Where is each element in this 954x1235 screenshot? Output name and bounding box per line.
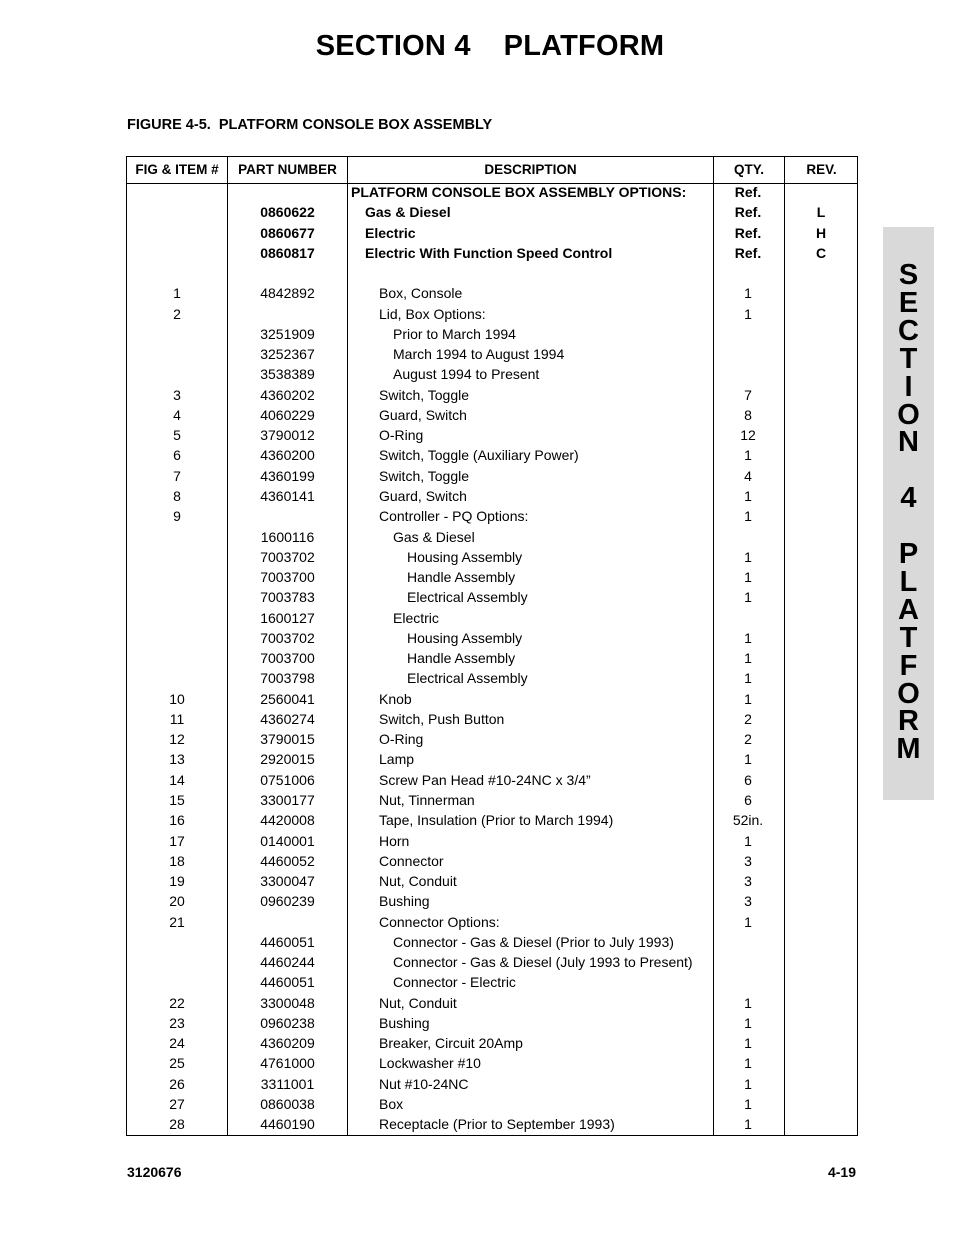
side-tab-letter: E: [898, 286, 919, 319]
table-row: [127, 285, 857, 305]
description-cell: Nut #10-24NC: [379, 1075, 469, 1092]
table-row: [127, 853, 857, 873]
qty-cell: 3: [744, 852, 752, 869]
table-row: [127, 772, 857, 792]
description-cell: Handle Assembly: [407, 569, 516, 586]
qty-cell: 7: [744, 386, 752, 403]
part-number-cell: 0960238: [260, 1014, 315, 1031]
header-rev: REV.: [806, 162, 837, 177]
table-row: [127, 306, 857, 326]
section-side-tab: [883, 227, 934, 800]
table-row: [127, 1116, 857, 1136]
part-number-cell: 4360200: [260, 447, 315, 464]
table-row: [127, 549, 857, 569]
parts-table: [126, 156, 858, 1136]
qty-cell: 6: [744, 791, 752, 808]
fig-item-cell: 19: [169, 873, 185, 890]
fig-item-cell: 20: [169, 893, 185, 910]
description-cell: Box, Console: [379, 285, 463, 302]
part-number-cell: 4060229: [260, 406, 315, 423]
table-row: [127, 447, 857, 467]
side-tab-letter: O: [897, 398, 920, 431]
qty-cell: 1: [744, 305, 752, 322]
side-tab-letter: M: [896, 733, 921, 766]
part-number-cell: 4360209: [260, 1035, 315, 1052]
table-row: [127, 792, 857, 812]
table-row: [127, 934, 857, 954]
description-cell: Housing Assembly: [407, 629, 523, 646]
table-row: [127, 184, 857, 204]
table-row: [127, 488, 857, 508]
fig-item-cell: 18: [169, 852, 185, 869]
fig-item-cell: 13: [169, 751, 185, 768]
fig-item-cell: 6: [173, 447, 181, 464]
description-cell: Handle Assembly: [407, 650, 516, 667]
description-cell: Horn: [379, 832, 410, 849]
description-cell: O-Ring: [379, 731, 424, 748]
qty-cell: Ref.: [734, 224, 762, 241]
qty-cell: 1: [744, 1035, 752, 1052]
description-cell: Electric: [393, 609, 439, 626]
description-cell: Connector - Electric: [393, 974, 516, 991]
description-cell: Nut, Conduit: [379, 994, 457, 1011]
part-number-cell: 7003702: [260, 629, 315, 646]
table-row: [127, 326, 857, 346]
qty-cell: 1: [744, 629, 752, 646]
fig-item-cell: 28: [169, 1116, 185, 1133]
rev-cell: H: [815, 224, 827, 241]
part-number-cell: 3790012: [260, 427, 315, 444]
description-cell: Switch, Toggle: [379, 386, 470, 403]
table-row: [127, 914, 857, 934]
part-number-cell: 7003700: [260, 650, 315, 667]
description-cell: Electric With Function Speed Control: [365, 244, 613, 261]
table-row: [127, 670, 857, 690]
table-row: [127, 954, 857, 974]
fig-item-cell: 5: [173, 427, 181, 444]
table-row: [127, 245, 857, 265]
description-cell: Connector - Gas & Diesel (July 1993 to Present): [393, 954, 693, 971]
table-row: [127, 711, 857, 731]
description-cell: Gas & Diesel: [365, 204, 451, 221]
qty-cell: Ref.: [734, 244, 762, 261]
figure-title: FIGURE 4-5. PLATFORM CONSOLE BOX ASSEMBLY: [127, 117, 493, 133]
fig-item-cell: 4: [173, 406, 181, 423]
description-cell: Receptacle (Prior to September 1993): [379, 1116, 615, 1133]
qty-cell: 1: [744, 913, 752, 930]
part-number-cell: 4460051: [260, 974, 315, 991]
part-number-cell: 0140001: [260, 832, 315, 849]
table-row: [127, 1096, 857, 1116]
description-cell: Guard, Switch: [379, 487, 467, 504]
table-row: [127, 873, 857, 893]
side-tab-letter: A: [898, 593, 919, 626]
fig-item-cell: 16: [169, 812, 185, 829]
part-number-cell: 0751006: [260, 771, 315, 788]
table-row: [127, 225, 857, 245]
document-number: 3120676: [127, 1164, 182, 1180]
description-cell: March 1994 to August 1994: [393, 346, 565, 363]
fig-item-cell: 25: [169, 1055, 185, 1072]
qty-cell: 1: [744, 1014, 752, 1031]
part-number-cell: 4460051: [260, 933, 315, 950]
description-cell: Bushing: [379, 1014, 430, 1031]
table-row: [127, 427, 857, 447]
table-row: [127, 995, 857, 1015]
description-cell: Switch, Toggle (Auxiliary Power): [379, 447, 579, 464]
table-row: [127, 610, 857, 630]
part-number-cell: 1600116: [260, 528, 315, 545]
fig-item-cell: 8: [173, 487, 181, 504]
side-tab-letter: L: [899, 565, 918, 598]
fig-item-cell: 23: [169, 1014, 185, 1031]
rev-cell: L: [816, 204, 826, 221]
qty-cell: 2: [744, 731, 752, 748]
fig-item-cell: 21: [169, 913, 185, 930]
description-cell: August 1994 to Present: [393, 366, 540, 383]
fig-item-cell: 17: [169, 832, 185, 849]
fig-item-cell: 22: [169, 994, 185, 1011]
fig-item-cell: 12: [169, 731, 185, 748]
qty-cell: 1: [744, 670, 752, 687]
qty-cell: 1: [744, 1055, 752, 1072]
table-row: [127, 833, 857, 853]
table-row: [127, 731, 857, 751]
part-number-cell: 7003702: [260, 548, 315, 565]
table-body: [127, 184, 857, 1136]
part-number-cell: 4842892: [260, 285, 315, 302]
part-number-cell: 3538389: [260, 366, 315, 383]
side-tab-letter: O: [897, 677, 920, 710]
table-row: [127, 1055, 857, 1075]
description-cell: Lockwasher #10: [379, 1055, 481, 1072]
rev-cell: C: [815, 244, 827, 261]
side-tab-letter: T: [899, 621, 918, 654]
part-number-cell: 4360202: [260, 386, 315, 403]
table-row: [127, 630, 857, 650]
qty-cell: 1: [744, 548, 752, 565]
description-cell: Lamp: [379, 751, 415, 768]
table-row: [127, 589, 857, 609]
fig-item-cell: 9: [173, 508, 181, 525]
part-number-cell: 3300177: [260, 791, 315, 808]
table-row: [127, 751, 857, 771]
fig-item-cell: 10: [169, 690, 185, 707]
side-tab-letter: R: [898, 705, 919, 738]
part-number-cell: 1600127: [260, 609, 315, 626]
table-row: [127, 346, 857, 366]
part-number-cell: 0960239: [260, 893, 315, 910]
section-title: SECTION 4 PLATFORM: [315, 30, 665, 62]
description-cell: Electrical Assembly: [407, 670, 528, 687]
table-row: [127, 387, 857, 407]
qty-cell: 52in.: [732, 812, 764, 829]
side-tab-letter: C: [898, 314, 919, 347]
table-row: [127, 812, 857, 832]
side-tab-letter: P: [898, 538, 919, 570]
table-row: [127, 407, 857, 427]
part-number-cell: 4360199: [260, 467, 315, 484]
fig-item-cell: 24: [169, 1035, 185, 1052]
description-cell: Nut, Tinnerman: [379, 791, 475, 808]
qty-cell: 3: [744, 873, 752, 890]
description-cell: Prior to March 1994: [393, 325, 516, 342]
description-cell: Electrical Assembly: [407, 589, 528, 606]
part-number-cell: 7003783: [260, 589, 315, 606]
part-number-cell: 3300047: [260, 873, 315, 890]
description-cell: O-Ring: [379, 427, 424, 444]
description-cell: Switch, Toggle: [379, 467, 470, 484]
fig-item-cell: 1: [173, 285, 181, 302]
fig-item-cell: 11: [169, 710, 185, 727]
part-number-cell: 4460190: [260, 1116, 315, 1133]
qty-cell: 8: [744, 406, 752, 423]
part-number-cell: 3251909: [260, 325, 315, 342]
description-cell: PLATFORM CONSOLE BOX ASSEMBLY OPTIONS:: [351, 184, 687, 200]
table-row: [127, 366, 857, 386]
page-number: 4-19: [827, 1164, 856, 1180]
part-number-cell: 0860677: [260, 224, 315, 241]
part-number-cell: 0860038: [260, 1095, 315, 1112]
fig-item-cell: 26: [169, 1075, 185, 1092]
description-cell: Tape, Insulation (Prior to March 1994): [379, 812, 614, 829]
qty-cell: 1: [744, 690, 752, 707]
qty-cell: 1: [744, 508, 752, 525]
qty-cell: 1: [744, 487, 752, 504]
table-row: [127, 691, 857, 711]
part-number-cell: 0860817: [260, 244, 315, 261]
qty-cell: Ref.: [734, 204, 762, 221]
table-row: [127, 650, 857, 670]
side-tab-letter: T: [899, 342, 918, 375]
qty-cell: 4: [744, 467, 752, 484]
qty-cell: 6: [744, 771, 752, 788]
part-number-cell: 0860622: [260, 204, 315, 221]
qty-cell: 1: [744, 569, 752, 586]
table-row: [127, 529, 857, 549]
qty-cell: 1: [744, 285, 752, 302]
qty-cell: 1: [744, 1116, 752, 1133]
table-row: [127, 468, 857, 488]
header-qty: QTY.: [733, 162, 764, 177]
qty-cell: 1: [744, 650, 752, 667]
fig-item-cell: 7: [173, 467, 181, 484]
table-row: [127, 1076, 857, 1096]
part-number-cell: 7003798: [260, 670, 315, 687]
table-row: [127, 204, 857, 224]
part-number-cell: 7003700: [260, 569, 315, 586]
table-row: [127, 974, 857, 994]
qty-cell: 1: [744, 832, 752, 849]
part-number-cell: 4761000: [260, 1055, 315, 1072]
description-cell: Nut, Conduit: [379, 873, 457, 890]
side-tab-letter: F: [899, 649, 918, 682]
qty-cell: 1: [744, 589, 752, 606]
description-cell: Knob: [379, 690, 412, 707]
description-cell: Box: [379, 1095, 404, 1112]
part-number-cell: 4460052: [260, 852, 315, 869]
qty-cell: 1: [744, 994, 752, 1011]
description-cell: Connector - Gas & Diesel (Prior to July 1993): [393, 933, 674, 950]
qty-cell: Ref.: [734, 184, 762, 200]
fig-item-cell: 14: [169, 771, 185, 788]
description-cell: Bushing: [379, 893, 430, 910]
part-number-cell: 4420008: [260, 812, 315, 829]
qty-cell: 1: [744, 1095, 752, 1112]
description-cell: Switch, Push Button: [379, 710, 505, 727]
header-description: DESCRIPTION: [484, 162, 577, 177]
part-number-cell: 3311001: [260, 1075, 315, 1092]
table-row: [127, 569, 857, 589]
description-cell: Guard, Switch: [379, 406, 467, 423]
description-cell: Connector: [379, 852, 444, 869]
description-cell: Connector Options:: [379, 913, 500, 930]
table-row: [127, 1035, 857, 1055]
description-cell: Breaker, Circuit 20Amp: [379, 1035, 523, 1052]
fig-item-cell: 3: [173, 386, 181, 403]
header-fig-item: FIG & ITEM #: [135, 162, 219, 177]
side-tab-letter: N: [898, 426, 919, 459]
qty-cell: 1: [744, 1075, 752, 1092]
description-cell: Controller - PQ Options:: [379, 508, 529, 525]
fig-item-cell: 2: [173, 305, 181, 322]
description-cell: Gas & Diesel: [393, 528, 475, 545]
part-number-cell: 2560041: [260, 690, 315, 707]
qty-cell: 1: [744, 447, 752, 464]
part-number-cell: 4460244: [260, 954, 315, 971]
qty-cell: 3: [744, 893, 752, 910]
header-part-number: PART NUMBER: [238, 162, 337, 177]
qty-cell: 12: [740, 427, 756, 444]
qty-cell: 1: [744, 751, 752, 768]
fig-item-cell: 27: [169, 1095, 185, 1112]
table-row: [127, 508, 857, 528]
part-number-cell: 4360274: [260, 710, 315, 727]
part-number-cell: 3300048: [260, 994, 315, 1011]
side-tab-letter: I: [904, 370, 913, 403]
part-number-cell: 3252367: [260, 346, 315, 363]
side-tab-letter: 4: [900, 482, 917, 515]
description-cell: Screw Pan Head #10-24NC x 3/4”: [379, 771, 591, 788]
part-number-cell: 2920015: [260, 751, 315, 768]
description-cell: Lid, Box Options:: [379, 305, 486, 322]
side-tab-letter: S: [898, 259, 919, 291]
description-cell: Housing Assembly: [407, 548, 523, 565]
qty-cell: 2: [744, 710, 752, 727]
part-number-cell: 4360141: [260, 487, 315, 504]
fig-item-cell: 15: [169, 791, 185, 808]
description-cell: Electric: [365, 224, 416, 241]
table-row: [127, 265, 857, 285]
part-number-cell: 3790015: [260, 731, 315, 748]
table-row: [127, 1015, 857, 1035]
table-row: [127, 893, 857, 913]
